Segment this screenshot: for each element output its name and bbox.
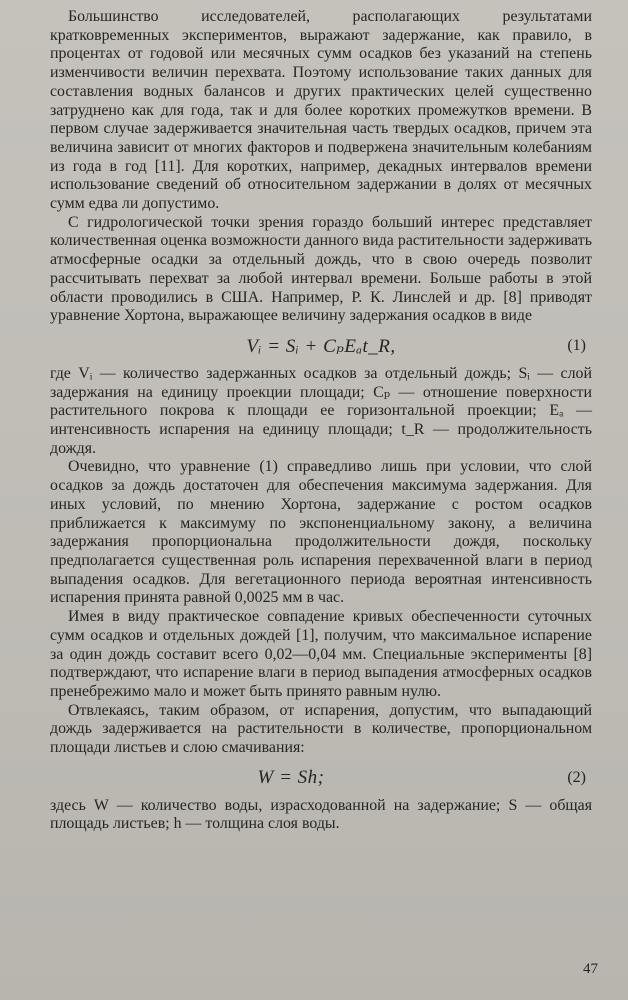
paragraph-3: где Vᵢ — количество задержанных осадков за отдельный дождь; Sᵢ — слой задержания на единицу проекции площади; Cₚ — отношение поверхности растительного покрова к площади ее горизонтальной проекции; Eₐ — интенсивность испарения на единицу площади; t_R — продолжительность дождя.: [50, 364, 592, 457]
paragraph-4: Очевидно, что уравнение (1) справедливо лишь при условии, что слой осадков за дождь достаточен для обеспечения максимума задержания. Для иных условий, по мнению Хортона, задержание с ростом осадков приближается к максимуму по экспоненциальному закону, а величина задержания пропорциональна продолжительности дождя, поскольку предполагается существенная роль испарения перехваченной влаги в период выпадения осадков. Для вегетационного периода вероятная интенсивность испарения принята равной 0,0025 мм в час.: [50, 458, 592, 607]
paragraph-5: Имея в виду практическое совпадение кривых обеспеченности суточных сумм осадков и отдельных дождей [1], получим, что максимальное испарение за один дождь составит всего 0,02—0,04 мм. Специальные эксперименты [8] подтверждают, что испарение влаги в период выпадения атмосферных осадков пренебрежимо мало и может быть принято равным нулю.: [50, 608, 592, 700]
paragraph-7: здесь W — количество воды, израсходованной на задержание; S — общая площадь листьев; h — толщина слоя воды.: [50, 796, 592, 833]
paragraph-2: С гидрологической точки зрения гораздо больший интерес представляет количественная оценка возможности данного вида растительности задерживать атмосферные осадки за отдельный дождь, что в свою очередь позволит рассчитывать перехват за любой интервал времени. Больше работы в этой области проводились в США. Например, Р. К. Линслей и др. [8] приводят уравнение Хортона, выражающее величину задержания осадков в виде: [50, 213, 592, 325]
equation-2-number: (2): [567, 768, 586, 786]
paragraph-6: Отвлекаясь, таким образом, от испарения, допустим, что выпадающий дождь задерживается на растительности в количестве, пропорциональном площади листьев и слою смачивания:: [50, 701, 592, 757]
equation-1-number: (1): [567, 336, 586, 354]
equation-2-formula: W = Sh;: [257, 766, 325, 788]
equation-1: [50, 328, 592, 362]
page-number: 47: [583, 961, 598, 977]
equation-2: [50, 760, 592, 794]
paragraph-1: Большинство исследователей, располагающих результатами кратковременных экспериментов, выражают задержание, как правило, в процентах от годовой или месячных сумм осадков без указаний на степень изменчивости величин перехвата. Поэтому использование таких данных для составления водных балансов и других практических целей существенно затруднено как для года, так и для более коротких промежутков времени. В первом случае задерживается значительная часть твердых осадков, причем эта величина зависит от многих факторов и подвержена значительным колебаниям из года в год [11]. Для коротких, например, декадных интервалов времени использование сведений об относительном задержании в долях от месячных сумм едва ли допустимо.: [50, 8, 592, 213]
equation-1-formula: Vᵢ = Sᵢ + CₚEₐt_R,: [246, 335, 396, 357]
